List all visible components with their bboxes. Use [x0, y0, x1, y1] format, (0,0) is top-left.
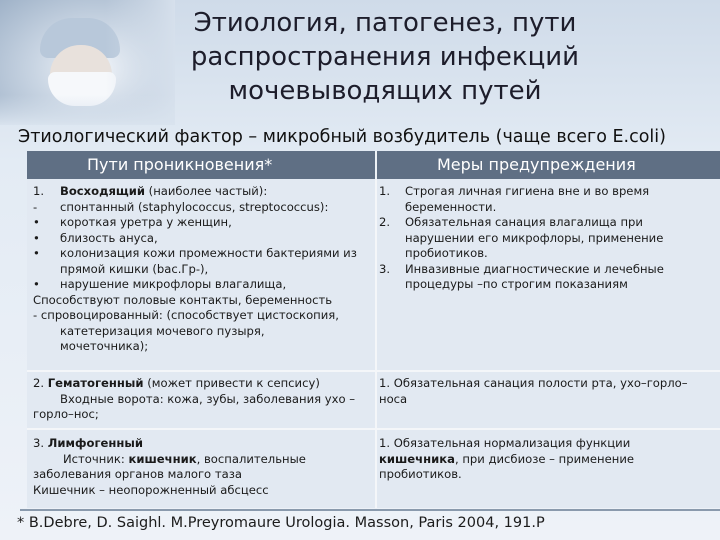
cell-prevention-ascending: 1. Строгая личная гигиена вне и во время беременности. 2. Обязательная санация влагалища при нарушении его микрофлоры, применение пробиотиков. 3. Инвазивные диагностические и лечебные процедуры –по строгим показаниям [379, 184, 664, 291]
infection-routes-table [27, 151, 720, 508]
cell-prevention-hematogenous: 1. Обязательная санация полости рта, ухо–горло–носа [379, 376, 688, 406]
header-routes: Пути проникновения* [87, 155, 273, 174]
table-header [27, 151, 720, 179]
slide-title: Этиология, патогенез, пути распространения инфекций мочевыводящих путей [190, 8, 580, 106]
cell-prevention-lymphogenous: 1. Обязательная нормализация функции кишечника, при дисбиозе – применение пробиотиков. [379, 436, 634, 481]
cell-lymphogenous-route: 3. Лимфогенный Источник: кишечник, воспалительные заболевания органов малого таза Кишечник – неопорожненный абсцесс [33, 436, 306, 497]
footnote-reference: * B.Debre, D. Saighl. M.Preyromaure Urologia. Masson, Paris 2004, 191.P [17, 515, 545, 531]
surgeon-photo [0, 0, 175, 125]
cell-ascending-route: 1. Восходящий (наиболее частый): - спонтанный (staphylococcus, streptococcus): • короткая уретра у женщин, • близость ануса, • колонизация кожи промежности бактериями из прямой кишки (bac.Гр-), • нарушение микрофлоры влагалища, Способствуют половые контакты, беременность - спровоцированный: (способствует цистоскопия, катетеризация мочевого пузыря, мочеточника); [33, 184, 357, 353]
header-prevention: Меры предупреждения [437, 155, 636, 174]
footer-divider [20, 509, 720, 511]
cell-hematogenous-route: 2. Гематогенный (может привести к сепсису) Входные ворота: кожа, зубы, заболевания ухо –горло–нос; [33, 376, 356, 421]
slide-subtitle: Этиологический фактор – микробный возбудитель (чаще всего E.coli) [18, 127, 666, 147]
